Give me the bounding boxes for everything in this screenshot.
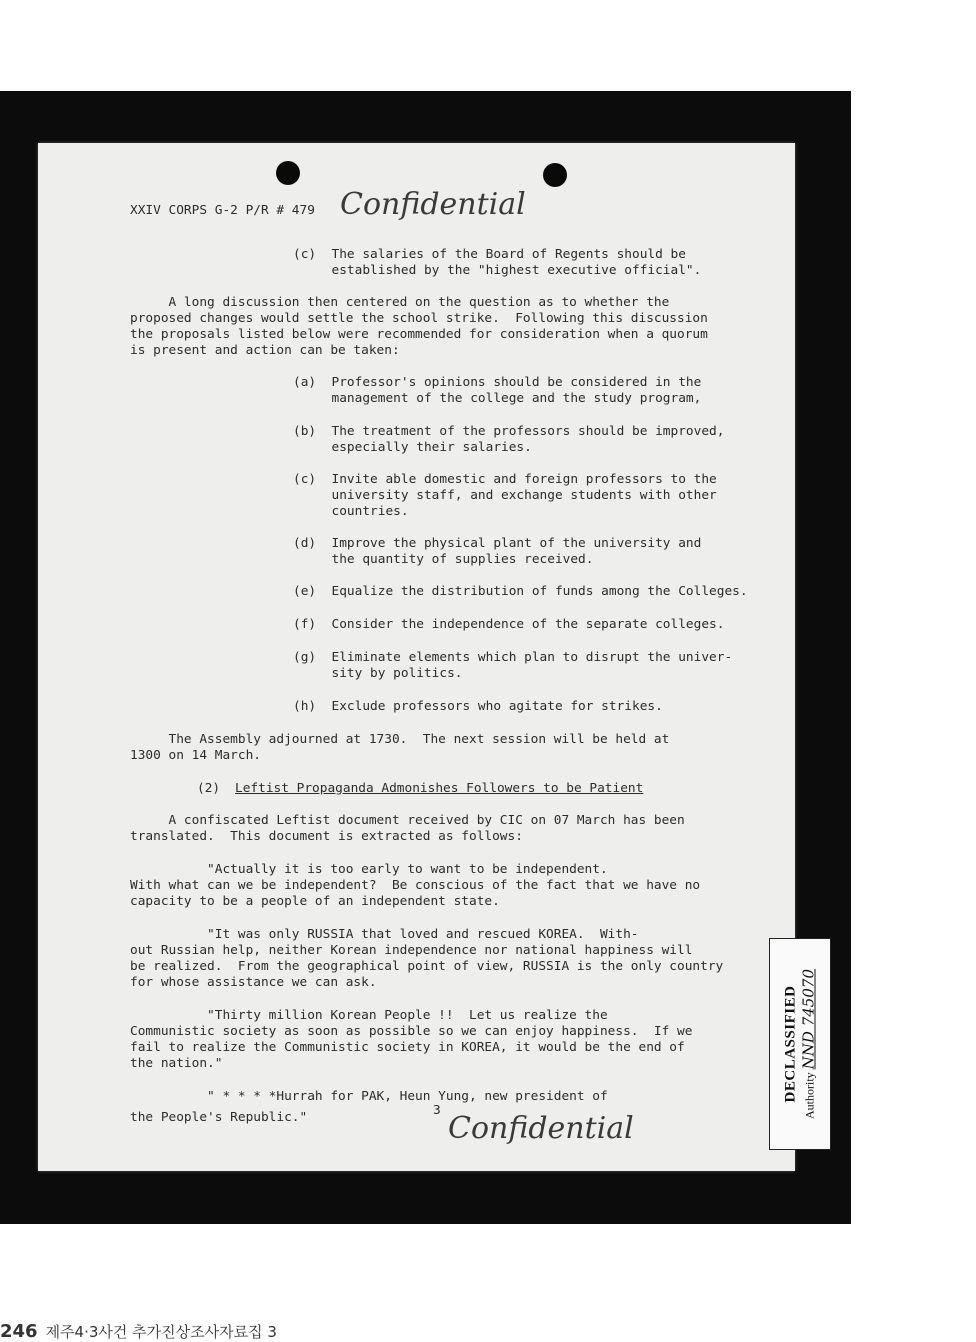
- doc-line: university staff, and exchange students with other: [293, 488, 717, 503]
- doc-line: (d) Improve the physical plant of the university and: [293, 536, 702, 551]
- doc-line: (c) Invite able domestic and foreign professors to the: [293, 472, 717, 487]
- section-heading: Leftist Propaganda Admonishes Followers to be Patient: [235, 781, 644, 796]
- page-number: 3: [433, 1103, 441, 1118]
- doc-line: management of the college and the study program,: [293, 391, 702, 406]
- document-page: [38, 143, 795, 1171]
- doc-line: (c) The salaries of the Board of Regents should be: [293, 247, 686, 262]
- confidential-handwriting-bottom: Confidential: [448, 1111, 634, 1146]
- section-number: (2): [197, 781, 221, 796]
- book-footer: [0, 1321, 277, 1342]
- doc-line: (b) The treatment of the professors should be improved,: [293, 424, 725, 439]
- doc-line: the quantity of supplies received.: [293, 552, 594, 567]
- doc-line: (a) Professor's opinions should be considered in the: [293, 375, 702, 390]
- doc-line: especially their salaries.: [293, 440, 532, 455]
- document-header: XXIV CORPS G-2 P/R # 479: [130, 203, 315, 218]
- doc-line: capacity to be a people of an independent state.: [130, 894, 500, 909]
- punch-hole-left: [276, 161, 300, 185]
- doc-line: for whose assistance we can ask.: [130, 975, 377, 990]
- book-title: 제주4·3사건 추가진상조사자료집 3: [45, 1323, 277, 1341]
- doc-line: With what can we be independent? Be conscious of the fact that we have no: [130, 878, 701, 893]
- stamp-authority: [800, 969, 818, 1119]
- doc-line: (f) Consider the independence of the separate colleges.: [293, 617, 725, 632]
- stamp-authority-label: Authority: [802, 1072, 817, 1119]
- doc-line: Communistic society as soon as possible so we can enjoy happiness. If we: [130, 1024, 693, 1039]
- doc-line: proposed changes would settle the school strike. Following this discussion: [130, 311, 708, 326]
- doc-line: established by the "highest executive official".: [293, 263, 702, 278]
- doc-line: "Actually it is too early to want to be independent.: [130, 862, 608, 877]
- doc-line: out Russian help, neither Korean independence nor national happiness will: [130, 943, 693, 958]
- confidential-handwriting-top: Confidential: [340, 187, 526, 222]
- doc-line: countries.: [293, 504, 409, 519]
- doc-line: 1300 on 14 March.: [130, 748, 261, 763]
- doc-line: " * * * *Hurrah for PAK, Heun Yung, new president of: [130, 1089, 608, 1104]
- doc-line: A long discussion then centered on the question as to whether the: [130, 295, 670, 310]
- punch-hole-right: [543, 163, 567, 187]
- doc-line: sity by politics.: [293, 666, 463, 681]
- doc-line: (h) Exclude professors who agitate for strikes.: [293, 699, 663, 714]
- stamp-title: DECLASSIFIED: [782, 985, 799, 1103]
- doc-line: translated. This document is extracted as follows:: [130, 829, 523, 844]
- doc-line: the nation.": [130, 1056, 223, 1071]
- doc-line: fail to realize the Communistic society in KOREA, it would be the end of: [130, 1040, 685, 1055]
- stamp-authority-value: NND 745070: [799, 969, 818, 1070]
- doc-line: A confiscated Leftist document received by CIC on 07 March has been: [130, 813, 685, 828]
- doc-line: the proposals listed below were recommended for consideration when a quorum: [130, 327, 708, 342]
- doc-line: be realized. From the geographical point of view, RUSSIA is the only country: [130, 959, 724, 974]
- doc-line: "It was only RUSSIA that loved and rescued KOREA. With-: [130, 927, 639, 942]
- doc-line: is present and action can be taken:: [130, 343, 400, 358]
- scanned-document-frame: [0, 91, 851, 1224]
- book-page-number: 246: [0, 1321, 38, 1342]
- doc-line: "Thirty million Korean People !! Let us realize the: [130, 1008, 608, 1023]
- declassified-stamp: [769, 938, 831, 1150]
- doc-line: (g) Eliminate elements which plan to disrupt the univer-: [293, 650, 733, 665]
- doc-line: the People's Republic.": [130, 1110, 308, 1125]
- doc-line: (e) Equalize the distribution of funds among the Colleges.: [293, 584, 748, 599]
- doc-line: The Assembly adjourned at 1730. The next session will be held at: [130, 732, 670, 747]
